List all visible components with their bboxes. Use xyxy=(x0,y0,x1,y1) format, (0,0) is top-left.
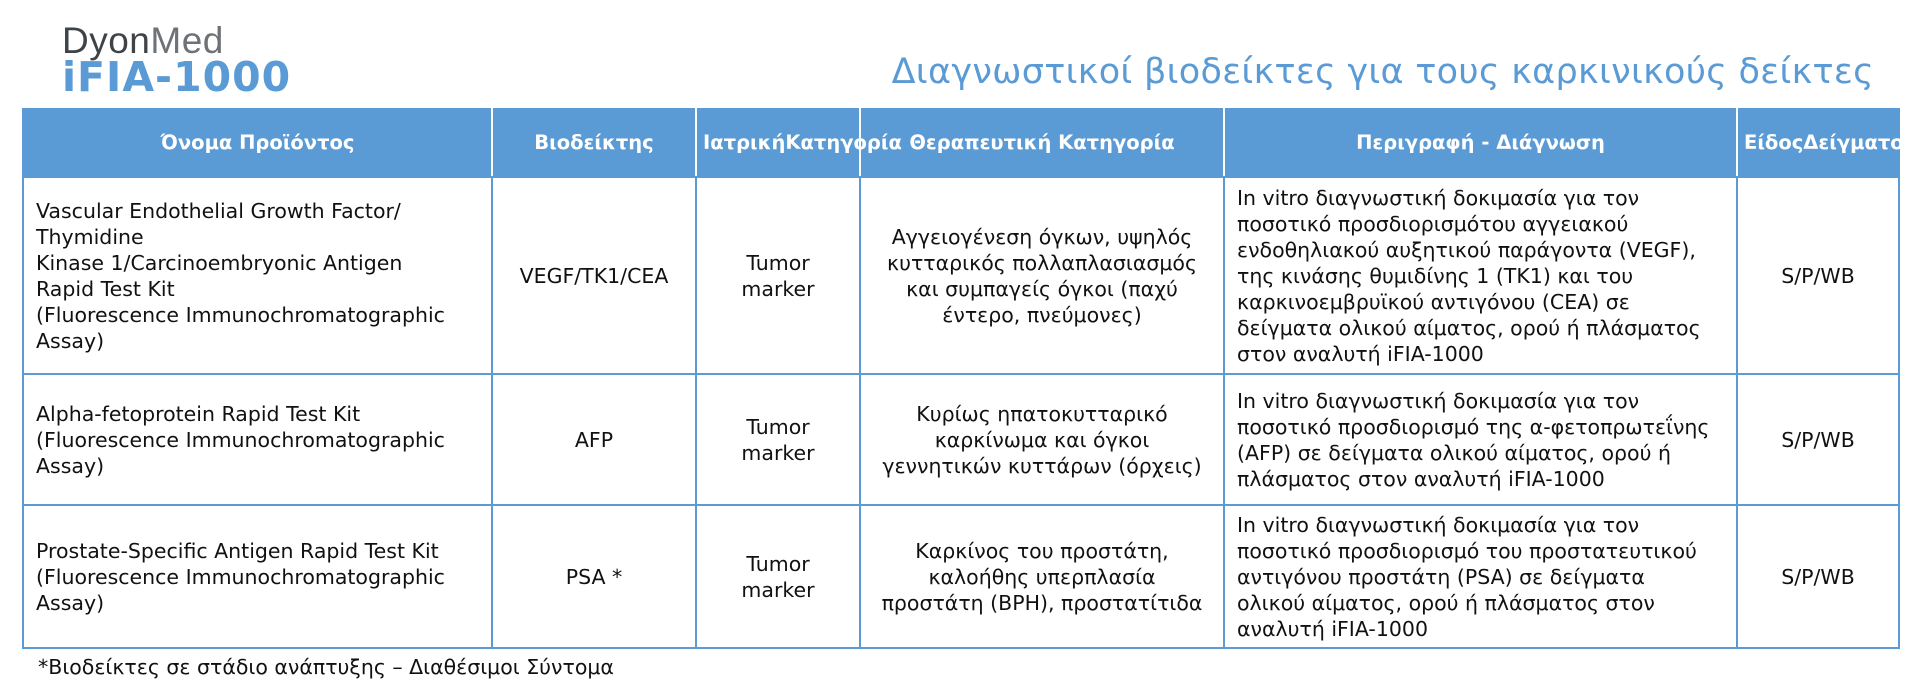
cell-line: Assay) xyxy=(36,328,105,353)
cell-line: αναλυτή iFIA-1000 xyxy=(1237,616,1428,641)
sample-type-cell: S/P/WB xyxy=(1737,505,1899,648)
cell-line: In vitro διαγνωστική δοκιμασία για τον xyxy=(1237,388,1640,413)
cell-line: Kinase 1/Carcinoembryonic Antigen xyxy=(36,250,403,275)
cell-line: καρκινοεμβρυϊκού αντιγόνου (CEA) σε xyxy=(1237,289,1630,314)
cell-line: marker xyxy=(741,276,815,301)
cell-line: marker xyxy=(741,440,815,465)
biomarker-cell: PSA * xyxy=(492,505,696,648)
cell-line: Βιοδείκτης xyxy=(534,130,654,154)
description-cell xyxy=(1224,177,1737,374)
cell-line: ολικού αίματος, ορού ή πλάσματος στον xyxy=(1237,590,1655,615)
medical-category-cell xyxy=(696,177,860,374)
cell-line: (Fluorescence Immunochromatographic xyxy=(36,302,445,327)
cell-line: ποσοτικό προσδιορισμό της α-φετοπρωτεΐνης xyxy=(1237,414,1710,439)
cell-line: προστάτη (BPH), προστατίτιδα xyxy=(881,590,1203,615)
cell-line: στον αναλυτή iFIA-1000 xyxy=(1237,341,1484,366)
cell-line: Όνομα Προϊόντος xyxy=(160,130,355,154)
header-product-name xyxy=(23,109,492,177)
cell-line: Tumor xyxy=(746,414,810,439)
brand-model: iFIA-1000 xyxy=(62,53,292,101)
cell-line: (Fluorescence Immunochromatographic xyxy=(36,427,445,452)
cell-line: Δείγματος xyxy=(1803,130,1916,154)
table-body xyxy=(23,177,1899,648)
page-title: Διαγνωστικοί βιοδείκτες για τους καρκινικούς δείκτες xyxy=(891,52,1874,92)
cell-line: Αγγειογένεση όγκων, υψηλός xyxy=(891,224,1193,249)
table-row xyxy=(23,177,1899,374)
cell-line: γεννητικών κυττάρων (όρχεις) xyxy=(882,453,1202,478)
biomarker-cell: VEGF/TK1/CEA xyxy=(492,177,696,374)
header-biomarker xyxy=(492,109,696,177)
product-name-cell xyxy=(23,374,492,505)
cell-line: καλοήθης υπερπλασία xyxy=(928,564,1156,589)
header-row xyxy=(23,109,1899,177)
header-description xyxy=(1224,109,1737,177)
cell-line: κυτταρικός πολλαπλασιασμός xyxy=(887,250,1197,275)
cell-line: Είδος xyxy=(1744,130,1804,154)
header-sample-type xyxy=(1737,109,1916,177)
table-header xyxy=(23,109,1916,177)
therapeutic-category-cell xyxy=(860,374,1224,505)
cell-line: Alpha-fetoprotein Rapid Test Kit xyxy=(36,401,361,426)
sample-type-cell: S/P/WB xyxy=(1737,374,1899,505)
cell-line: Ιατρική xyxy=(703,130,786,154)
cell-line: (AFP) σε δείγματα ολικού αίματος, ορού ή xyxy=(1237,440,1671,465)
cell-line: Θεραπευτική Κατηγορία xyxy=(909,130,1175,154)
cell-line: Assay) xyxy=(36,453,105,478)
cell-line: Prostate-Specific Antigen Rapid Test Kit xyxy=(36,538,439,563)
medical-category-cell xyxy=(696,505,860,648)
description-cell xyxy=(1224,505,1737,648)
cell-line: αντιγόνου προστάτη (PSA) σε δείγματα xyxy=(1237,564,1645,589)
cell-line: marker xyxy=(741,577,815,602)
description-cell xyxy=(1224,374,1737,505)
cell-line: Περιγραφή - Διάγνωση xyxy=(1356,130,1605,154)
products-table xyxy=(22,108,1916,649)
product-name-cell xyxy=(23,177,492,374)
cell-line: πλάσματος στον αναλυτή iFIA-1000 xyxy=(1237,466,1605,491)
cell-line: (Fluorescence Immunochromatographic xyxy=(36,564,445,589)
cell-line: Καρκίνος του προστάτη, xyxy=(915,538,1169,563)
cell-line: καρκίνωμα και όγκοι xyxy=(934,427,1150,452)
cell-line: και συμπαγείς όγκοι (παχύ xyxy=(906,276,1178,301)
cell-line: της κινάσης θυμιδίνης 1 (TK1) και του xyxy=(1237,263,1634,288)
cell-line: δείγματα ολικού αίματος, ορού ή πλάσματος xyxy=(1237,315,1701,340)
therapeutic-category-cell xyxy=(860,177,1224,374)
cell-line: Thymidine xyxy=(36,224,144,249)
cell-line: In vitro διαγνωστική δοκιμασία για τον xyxy=(1237,512,1640,537)
medical-category-cell xyxy=(696,374,860,505)
therapeutic-category-cell xyxy=(860,505,1224,648)
header-medical-category xyxy=(696,109,902,177)
biomarker-cell: AFP xyxy=(492,374,696,505)
cell-line: Assay) xyxy=(36,590,105,615)
brand-name-part1: Dyon xyxy=(62,20,151,61)
sample-type-cell: S/P/WB xyxy=(1737,177,1899,374)
table-row xyxy=(23,374,1899,505)
brand-logo xyxy=(62,20,292,101)
cell-line: Rapid Test Kit xyxy=(36,276,175,301)
table-row xyxy=(23,505,1899,648)
cell-line: Tumor xyxy=(746,551,810,576)
header-therapeutic-category xyxy=(860,109,1224,177)
cell-line: In vitro διαγνωστική δοκιμασία για τον xyxy=(1237,185,1640,210)
cell-line: Κυρίως ηπατοκυτταρικό xyxy=(916,401,1168,426)
cell-line: έντερο, πνεύμονες) xyxy=(942,302,1142,327)
brand-name-part2: Med xyxy=(150,20,224,61)
cell-line: ενδοθηλιακού αυξητικού παράγοντα (VEGF), xyxy=(1237,237,1696,262)
footnote: *Βιοδείκτες σε στάδιο ανάπτυξης – Διαθέσιμοι Σύντομα xyxy=(38,655,614,679)
cell-line: ποσοτικό προσδιορισμότου αγγειακού xyxy=(1237,211,1629,236)
product-name-cell xyxy=(23,505,492,648)
cell-line: Vascular Endothelial Growth Factor/ xyxy=(36,198,401,223)
cell-line: ποσοτικό προσδιορισμό του προστατευτικού xyxy=(1237,538,1697,563)
cell-line: Κατηγορία xyxy=(785,130,902,154)
cell-line: Tumor xyxy=(746,250,810,275)
